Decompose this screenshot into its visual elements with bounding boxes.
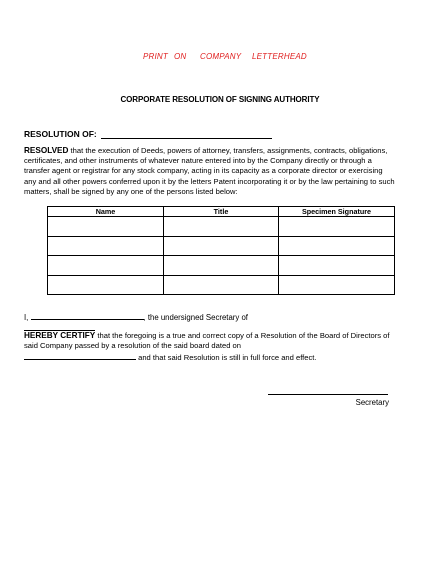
certify-lead: HEREBY CERTIFY [24, 331, 96, 340]
title-cell[interactable] [164, 217, 279, 237]
signature-cell[interactable] [279, 236, 395, 256]
table-row [48, 217, 395, 237]
signature-cell[interactable] [279, 217, 395, 237]
signature-cell[interactable] [279, 256, 395, 276]
letterhead-word: LETTERHEAD [252, 52, 307, 61]
resolved-text: that the execution of Deeds, powers of attorney, transfers, assignments, contracts, obligations, certificates, and other instruments of whatever nature entered into by the Company directly or through a transfer agent or registrar for any stock company, acting in its capacity as a corporate director or exercising any and all other powers conferred upon it by the letters Patent incorporating it or by the law pertaining to such matters, shall be signed by any one of the persons listed below: [24, 146, 395, 196]
certify-paragraph [24, 330, 396, 364]
name-cell[interactable] [48, 256, 164, 276]
table-row [48, 275, 395, 295]
signature-table [47, 206, 395, 295]
letterhead-word: ON [174, 52, 187, 61]
resolution-of-label: RESOLUTION OF: [24, 129, 97, 139]
certify-text: that the foregoing is a true and correct copy of a Resolution of the Board of Directors of said Company passed by a resolution of the said board dated on [24, 331, 390, 351]
column-header-name: Name [48, 207, 164, 217]
title-cell[interactable] [164, 275, 279, 295]
column-header-specimen-signature: Specimen Signature [279, 207, 395, 217]
table-header-row [48, 207, 395, 217]
signature-caption: Secretary [355, 398, 389, 407]
signature-cell[interactable] [279, 275, 395, 295]
name-cell[interactable] [48, 217, 164, 237]
name-cell[interactable] [48, 275, 164, 295]
letterhead-placeholder [0, 52, 440, 64]
resolution-of-blank[interactable] [101, 138, 272, 139]
name-cell[interactable] [48, 236, 164, 256]
column-header-title: Title [164, 207, 279, 217]
secretary-statement [24, 311, 248, 322]
title-cell[interactable] [164, 236, 279, 256]
board-date-blank[interactable] [24, 351, 136, 360]
resolved-paragraph [24, 146, 396, 197]
letterhead-word: COMPANY [200, 52, 242, 61]
secretary-suffix: , the undersigned Secretary of [143, 313, 248, 322]
resolved-lead: RESOLVED [24, 146, 69, 155]
secretary-prefix: I, [24, 313, 31, 322]
signature-line[interactable] [268, 394, 388, 395]
secretary-name-blank[interactable] [31, 311, 144, 320]
certify-tail: and that said Resolution is still in full force and effect. [136, 353, 317, 363]
title-cell[interactable] [164, 256, 279, 276]
table-row [48, 236, 395, 256]
document-title: CORPORATE RESOLUTION OF SIGNING AUTHORITY [120, 95, 320, 104]
table-row [48, 256, 395, 276]
letterhead-word: PRINT [143, 52, 168, 61]
